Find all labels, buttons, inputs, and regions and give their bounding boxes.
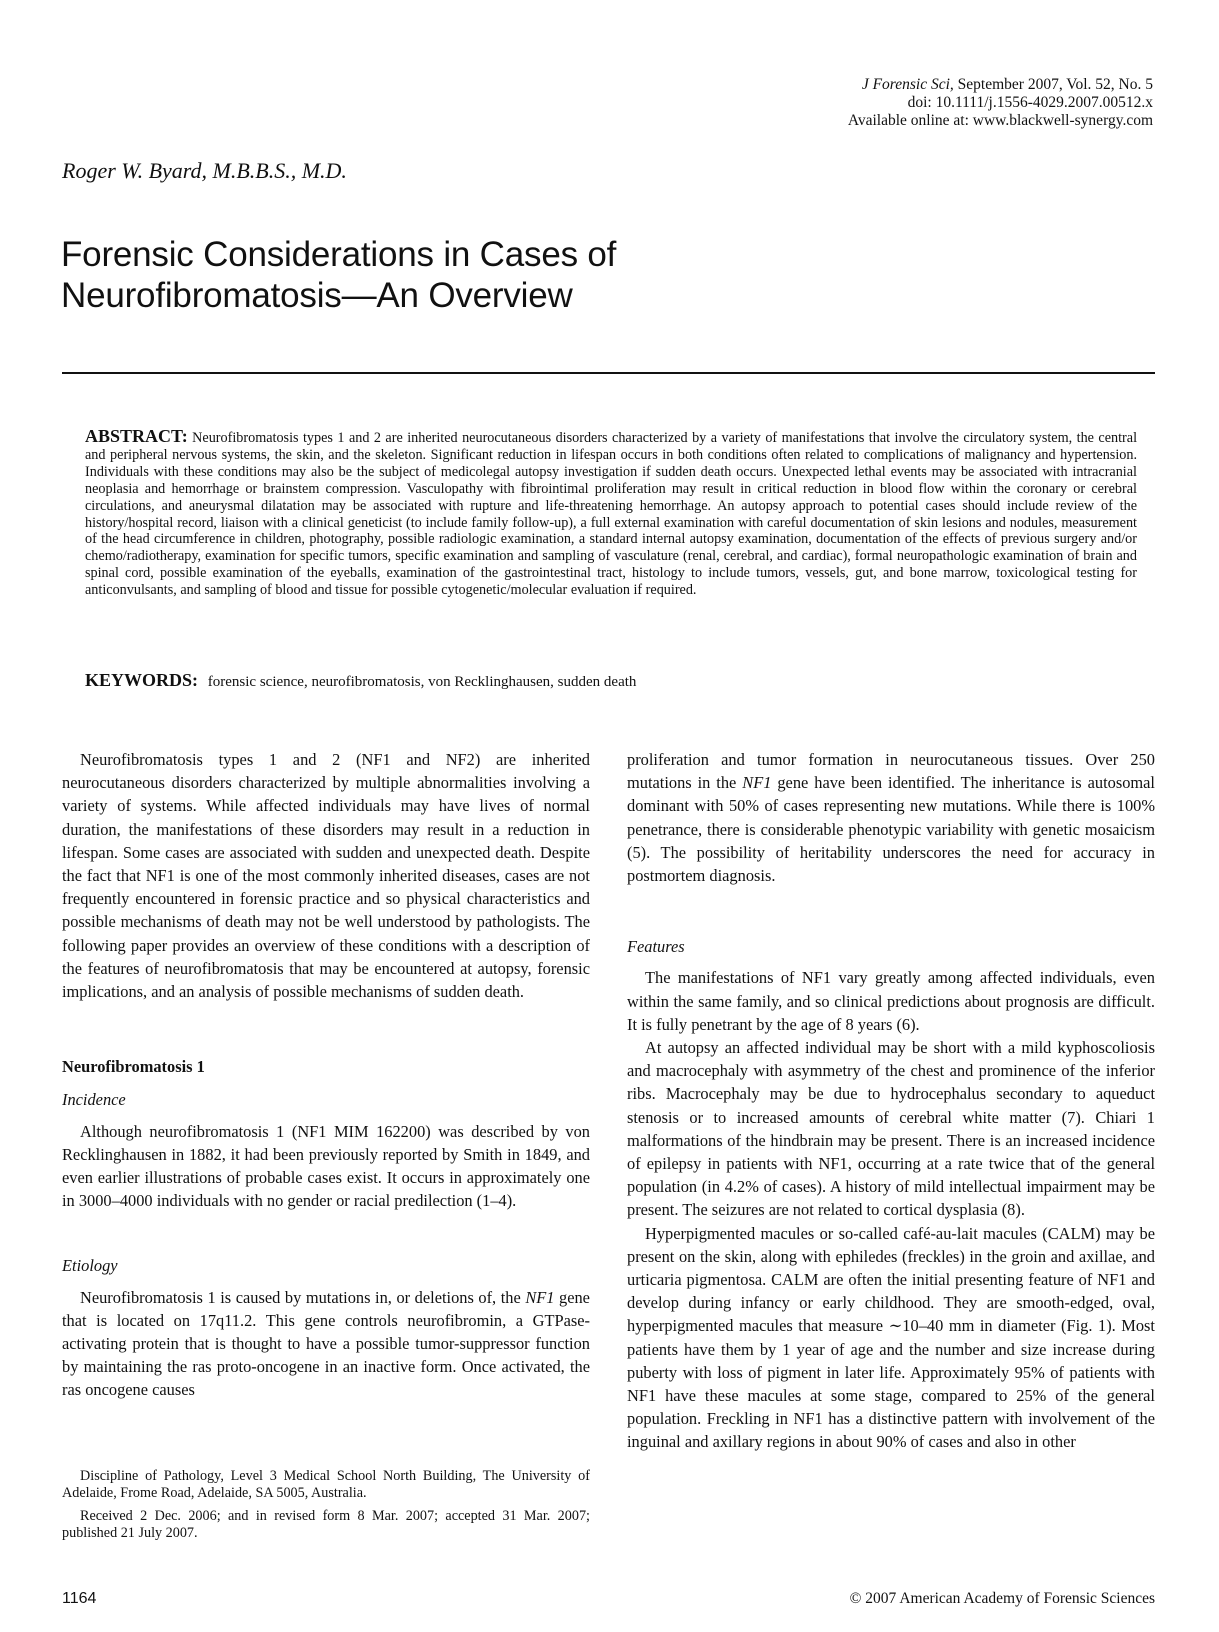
continued-text-b: gene have been identified. The inheritance is autosomal dominant with 50% of cases representing new mutations. While there is 100% penetrance, there is considerable phenotypic variability with genetic mosaicism (5). The possibility of heritability underscores the need for accuracy in postmortem diagnosis.	[627, 773, 1155, 886]
keywords-label: KEYWORDS:	[85, 670, 199, 690]
abstract	[85, 428, 1137, 599]
spacer	[62, 1003, 590, 1031]
abstract-label: ABSTRACT:	[85, 426, 188, 446]
gene-name: NF1	[525, 1287, 555, 1307]
section-heading-nf1: Neurofibromatosis 1	[62, 1057, 205, 1077]
affiliation-note: Discipline of Pathology, Level 3 Medical School North Building, The University of Adelaide, Frome Road, Adelaide, SA 5005, Australia.	[62, 1468, 590, 1501]
page-number: 1164	[62, 1590, 97, 1607]
title-line-2: Neurofibromatosis—An Overview	[61, 276, 573, 315]
footnotes	[62, 1468, 590, 1548]
journal-citation	[553, 76, 1153, 130]
keywords	[85, 670, 1137, 691]
etiology-text-a: Neurofibromatosis 1 is caused by mutations in, or deletions of, the	[80, 1287, 521, 1307]
doi: doi: 10.1111/j.1556-4029.2007.00512.x	[907, 94, 1153, 111]
spacer	[62, 1212, 590, 1240]
journal-issue-line	[553, 76, 1153, 94]
subheading-incidence: Incidence	[62, 1090, 126, 1110]
features-paragraph-2: At autopsy an affected individual may be short with a mild kyphoscoliosis and macrocephaly with asymmetry of the chest and prominence of the inferior ribs. Macrocephaly may be due to hydrocephalus secondary to aqueduct stenosis or to increased amounts of cerebral white matter (7). Chiari 1 malformations of the hindbrain may be present. There is an increased incidence of epilepsy in patients with NF1, occurring at a rate twice that of the general population (in 4.2% of cases). A history of mild intellectual impairment may be present. The seizures are not related to cortical dysplasia (8).	[627, 1038, 1155, 1220]
gene-name: NF1	[742, 773, 772, 793]
copyright-notice: © 2007 American Academy of Forensic Sciences	[849, 1590, 1155, 1607]
received-note: Received 2 Dec. 2006; and in revised form 8 Mar. 2007; accepted 31 Mar. 2007; published 21 July 2007.	[62, 1508, 590, 1541]
article-title	[61, 234, 1061, 316]
abstract-text: Neurofibromatosis types 1 and 2 are inherited neurocutaneous disorders characterized by a variety of manifestations that involve the circulatory system, the central and peripheral nervous systems, the skin, and the skeleton. Significant reduction in lifespan occurs in both conditions often related to complications of malignancy and hypertension. Individuals with these conditions may also be the subject of medicolegal autopsy investigation if sudden death occurs. Unexpected lethal events may be associated with intracranial neoplasia and hemorrhage or brainstem compression. Vasculopathy with fibrointimal proliferation may result in critical reduction in blood flow within the coronary or cerebral circulations, and aneurysmal dilatation may be associated with rupture and life-threatening hemorrhage. An autopsy approach to potential cases should include review of the history/hospital record, liaison with a clinical geneticist (to include family follow-up), a full external examination with careful documentation of skin lesions and nodules, measurement of the head circumference in children, photography, possible radiologic examination, a standard internal autopsy examination, documentation of the effects of previous surgery and/or chemo/radiotherapy, examination for specific tumors, specific examination and sampling of vasculature (renal, cerebral, and cardiac), formal neuropathologic examination of brain and spinal cord, possible examination of the eyeballs, examination of the gastrointestinal tract, histology to include tumors, vessels, gut, and bone marrow, toxicological testing for anticonvulsants, and sampling of blood and tissue for possible cytogenetic/molecular evaluation if required.	[85, 430, 1138, 599]
title-divider	[62, 372, 1155, 374]
subheading-features: Features	[627, 937, 685, 957]
author-name: Roger W. Byard, M.B.B.S., M.D.	[62, 158, 347, 183]
intro-paragraph: Neurofibromatosis types 1 and 2 (NF1 and NF2) are inherited neurocutaneous disorders characterized by multiple abnormalities involving a variety of systems. While affected individuals may have lives of normal duration, the manifestations of these disorders may result in a reduction in lifespan. Some cases are associated with sudden and unexpected death. Despite the fact that NF1 is one of the most commonly inherited diseases, cases are not frequently encountered in forensic practice and so physical characteristics and possible mechanisms of death may not be well understood by pathologists. The following paper provides an overview of these conditions with a description of the features of neurofibromatosis that may be encountered at autopsy, forensic implications, and an analysis of possible mechanisms of sudden death.	[62, 750, 590, 1002]
spacer	[627, 887, 1155, 921]
etiology-text-b: gene that is located on 17q11.2. This gene controls neurofibromin, a GTPase-activating protein that is thought to have a possible tumor-suppressor function by maintaining the ras proto-oncogene in an inactive form. Once activated, the ras oncogene causes	[62, 1287, 590, 1400]
features-paragraph-3: Hyperpigmented macules or so-called café-au-lait macules (CALM) may be present on the skin, along with ephiledes (freckles) in the groin and axillae, and urticaria pigmentosa. CALM are often the initial presenting feature of NF1 and develop during infancy or early childhood. They are smooth-edged, oval, hyperpigmented macules that measure ∼10–40 mm in diameter (Fig. 1). Most patients have them by 1 year of age and the number and size increase during puberty with loss of pigment in later life. Approximately 95% of patients with NF1 have these macules at some stage, compared to 25% of the general population. Freckling in NF1 has a distinctive pattern with involvement of the inguinal and axillary regions in about 90% of cases and also in other	[627, 1223, 1155, 1452]
journal-issue: September 2007, Vol. 52, No. 5	[957, 76, 1153, 93]
subheading-etiology: Etiology	[62, 1256, 118, 1276]
continued-text-a: proliferation and tumor formation in neurocutaneous tissues. Over 250 mutations in the	[627, 750, 1155, 793]
availability-line: Available online at: www.blackwell-synergy.com	[847, 112, 1153, 129]
incidence-paragraph: Although neurofibromatosis 1 (NF1 MIM 162200) was described by von Recklinghausen in 1882, it had been previously reported by Smith in 1849, and even earlier illustrations of probable cases exist. It occurs in approximately one in 3000–4000 individuals with no gender or racial predilection (1–4).	[62, 1121, 590, 1211]
title-line-1: Forensic Considerations in Cases of	[61, 235, 617, 274]
etiology-paragraph	[62, 1286, 590, 1402]
journal-name: J Forensic Sci,	[861, 76, 954, 93]
etiology-continued-paragraph	[627, 748, 1155, 887]
body-column-left	[62, 748, 590, 1402]
features-paragraph-1: The manifestations of NF1 vary greatly among affected individuals, even within the same family, and so clinical predictions about prognosis are difficult. It is fully penetrant by the age of 8 years (6).	[627, 968, 1155, 1034]
body-column-right	[627, 748, 1155, 1454]
keywords-text: forensic science, neurofibromatosis, von Recklinghausen, sudden death	[207, 674, 637, 690]
